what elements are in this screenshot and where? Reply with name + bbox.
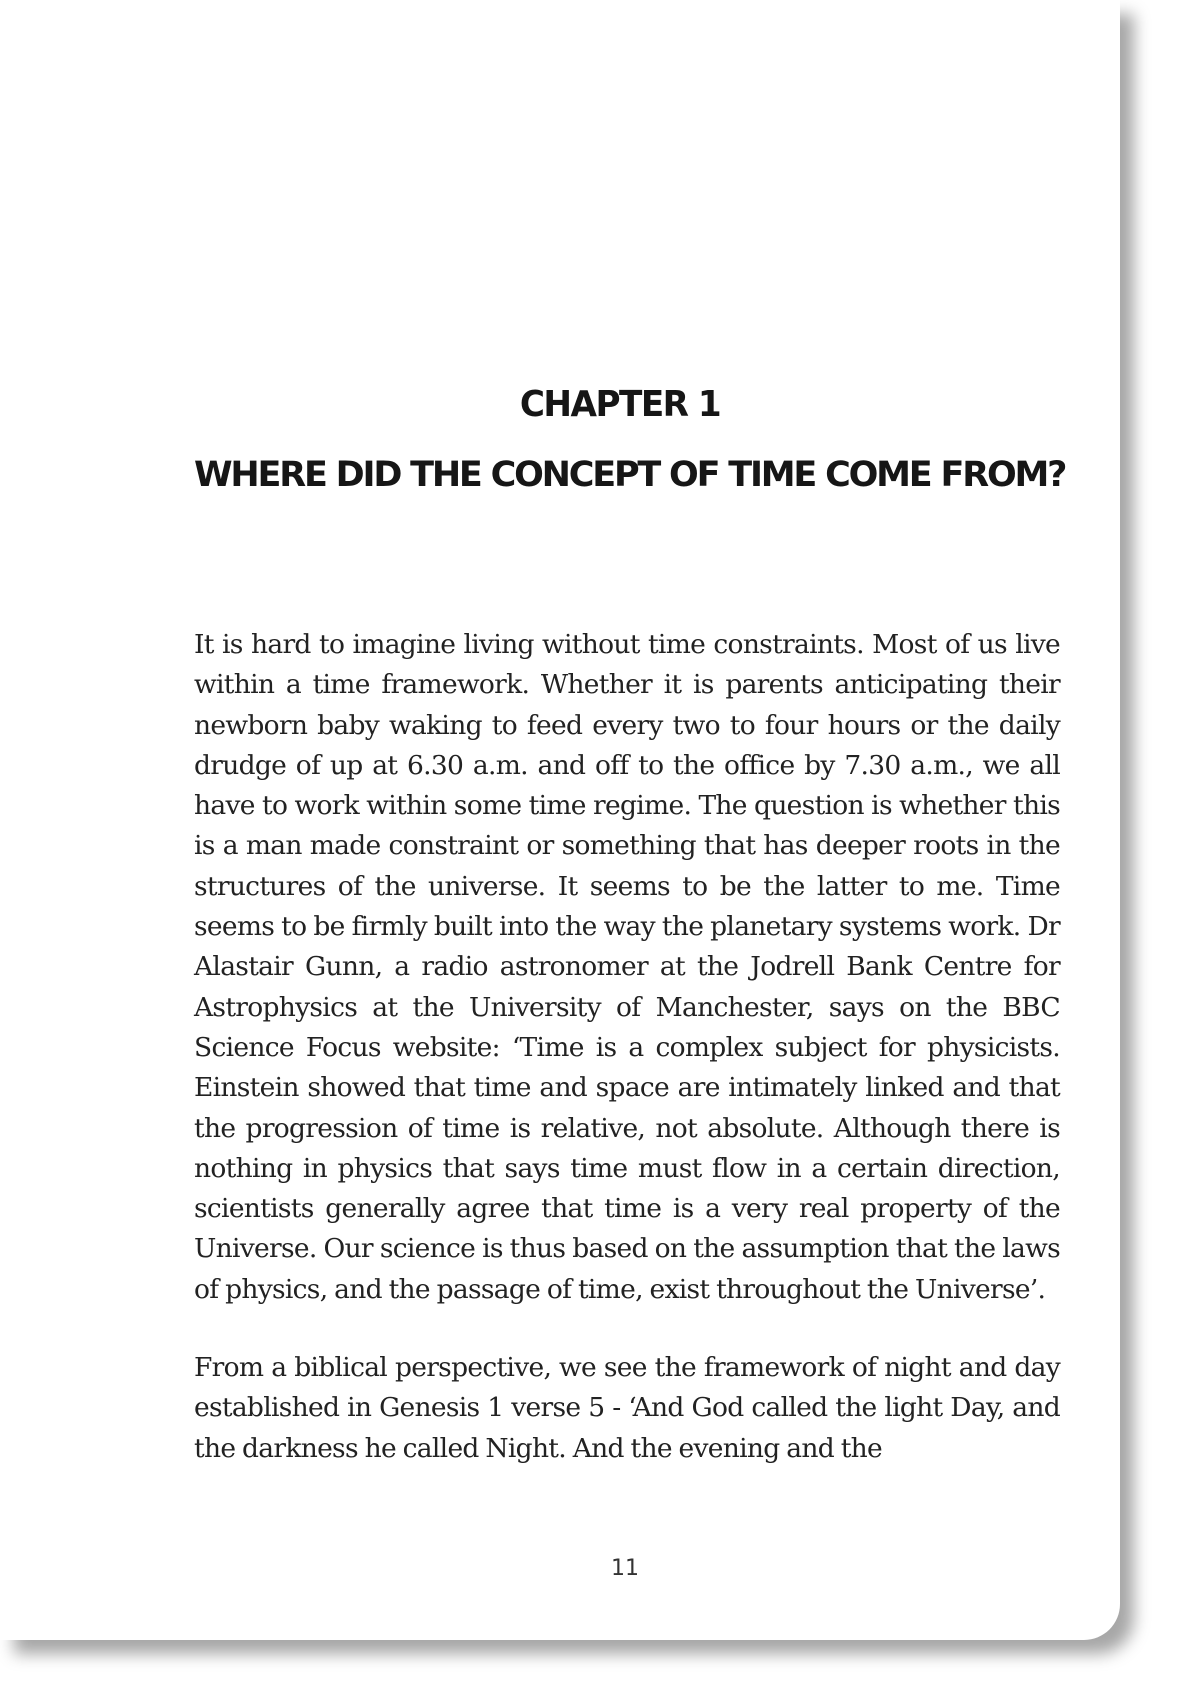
paragraph-2: From a biblical perspective, we see the framework of night and day established in Genesis 1 verse 5 - ‘And God called the light Day, and the darkness he called Night. And the evening and the bbox=[194, 1352, 1060, 1464]
body-text bbox=[194, 625, 1060, 1507]
chapter-number: CHAPTER 1 bbox=[519, 384, 721, 425]
paragraph-1: It is hard to imagine living without time constraints. Most of us live within a time framework. Whether it is parents anticipating their newborn baby waking to feed every two to four hours or the daily drudge of up at 6.30 a.m. and off to the office by 7.30 a.m., we all have to work within some time regime. The question is whether this is a man made constraint or something that has deeper roots in the structures of the universe. It seems to be the latter to me. Time seems to be firmly built into the way the planetary systems work. Dr Alastair Gunn, a radio astronomer at the Jodrell Bank Centre for Astrophysics at the University of Manchester, says on the BBC Science Focus website: ‘Time is a complex subject for physicists. Einstein showed that time and space are intimately linked and that the progression of time is relative, not absolute. Although there is nothing in physics that says time must flow in a certain direction, scientists generally agree that time is a very real property of the Universe. Our science is thus based on the assumption that the laws of physics, and the passage of time, exist throughout the Universe’. bbox=[194, 629, 1060, 1305]
page-number: 11 bbox=[611, 1556, 639, 1581]
chapter-title: WHERE DID THE CONCEPT OF TIME COME FROM? bbox=[194, 455, 1066, 495]
